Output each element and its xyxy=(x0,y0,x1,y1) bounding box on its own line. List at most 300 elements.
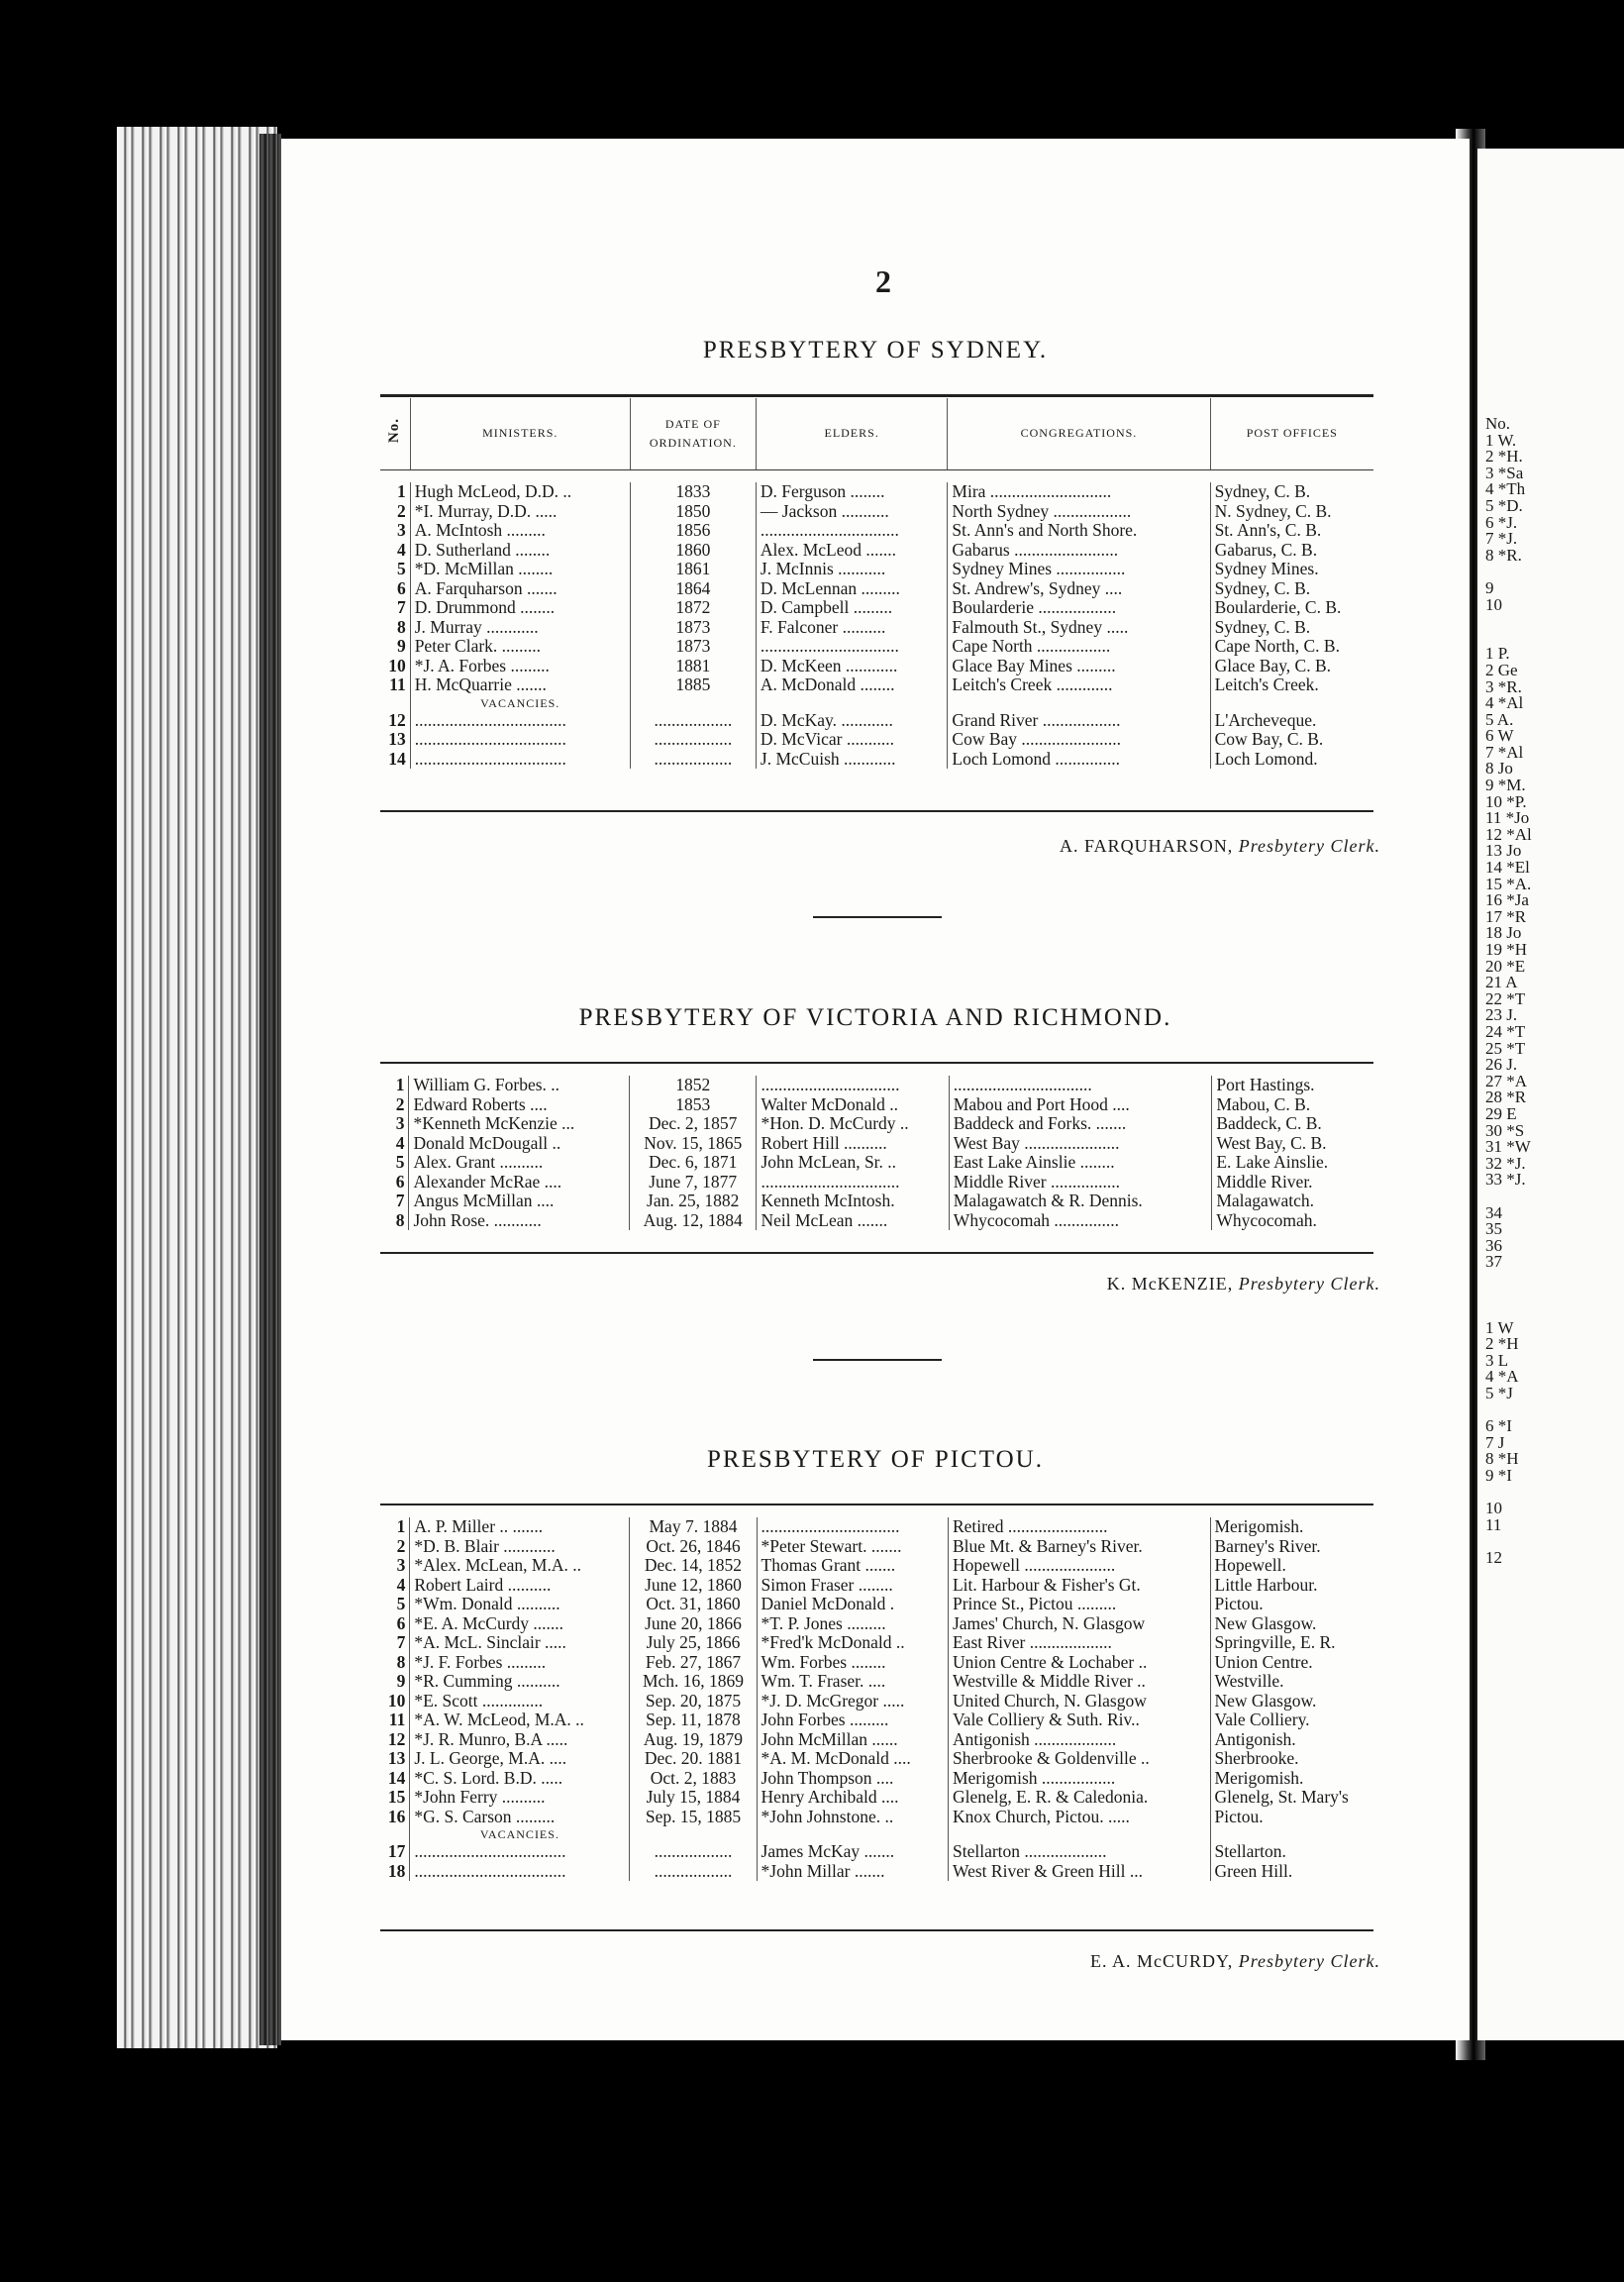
facing-page-line: 5 A. xyxy=(1485,709,1514,729)
table-row xyxy=(380,579,1373,599)
ordination-date-cell: 1861 xyxy=(630,560,756,579)
row-number: 6 xyxy=(380,1614,410,1634)
table-row xyxy=(380,1730,1373,1750)
elder-cell: ................................ xyxy=(757,1517,948,1537)
post-office-cell: Merigomish. xyxy=(1214,1768,1304,1788)
table-row xyxy=(380,1173,1373,1193)
congregation-cell: Union Centre & Lochaber .. xyxy=(948,1653,1210,1673)
row-number: 9 xyxy=(380,637,410,657)
post-office-cell: N. Sydney, C. B. xyxy=(1214,501,1332,521)
facing-page-line: 3 *R. xyxy=(1485,676,1522,696)
elder-cell: Henry Archibald .... xyxy=(757,1788,948,1808)
facing-page-line: 5 *D. xyxy=(1485,495,1523,515)
post-office-cell: Mabou, C. B. xyxy=(1216,1094,1311,1114)
minister-cell: ................................... xyxy=(410,711,630,731)
facing-page-line xyxy=(1477,1189,1624,1205)
congregation-cell: West River & Green Hill ... xyxy=(948,1862,1210,1882)
elder-cell: *A. M. McDonald .... xyxy=(757,1749,948,1769)
facing-page-line: 13 Jo xyxy=(1485,841,1522,861)
minister-cell: *D. B. Blair ............ xyxy=(410,1537,630,1557)
ordination-date-cell: .................. xyxy=(630,1842,757,1862)
vacancies-label: VACANCIES. xyxy=(410,1826,630,1842)
minister-cell: ................................... xyxy=(410,1842,630,1862)
clerk-signature-victoria xyxy=(1107,1274,1380,1295)
congregation-cell: James' Church, N. Glasgow xyxy=(948,1614,1210,1634)
facing-page-line: 12 xyxy=(1485,1547,1502,1567)
facing-page-line xyxy=(1477,564,1624,580)
section-divider xyxy=(813,1359,942,1361)
table-row xyxy=(380,1576,1373,1596)
post-office-cell: Glenelg, St. Mary's xyxy=(1214,1788,1349,1807)
table-victoria xyxy=(380,1076,1373,1230)
facing-page-line: 25 *T xyxy=(1485,1038,1526,1058)
facing-page-line: 8 *H xyxy=(1485,1449,1519,1469)
row-number: 10 xyxy=(380,657,410,676)
table-top-rule xyxy=(380,1504,1373,1505)
congregation-cell: Glace Bay Mines ......... xyxy=(948,657,1210,676)
column-header-ministers: MINISTERS. xyxy=(410,398,630,470)
table-row xyxy=(380,1749,1373,1769)
facing-page-line: 31 *W xyxy=(1485,1137,1531,1157)
post-office-cell: E. Lake Ainslie. xyxy=(1216,1153,1329,1172)
table-row xyxy=(380,1808,1373,1827)
clerk-role: Presbytery Clerk. xyxy=(1238,1951,1380,1971)
table-row xyxy=(380,695,1373,711)
facing-page-line: 10 xyxy=(1485,1499,1502,1518)
minister-cell: H. McQuarrie ....... xyxy=(410,675,630,695)
congregation-cell: Glenelg, E. R. & Caledonia. xyxy=(948,1788,1210,1808)
congregation-cell: St. Ann's and North Shore. xyxy=(948,521,1210,541)
facing-page-line: 1 W xyxy=(1485,1317,1514,1337)
ordination-date-cell: Dec. 20. 1881 xyxy=(630,1749,757,1769)
table-top-rule xyxy=(380,1062,1373,1064)
congregation-cell: Blue Mt. & Barney's River. xyxy=(948,1537,1210,1557)
minister-cell: Robert Laird .......... xyxy=(410,1576,630,1596)
ordination-date-cell: 1850 xyxy=(630,502,756,522)
row-number: 1 xyxy=(380,1517,410,1537)
post-office-cell: Springville, E. R. xyxy=(1214,1633,1336,1652)
facing-page-line: 27 *A xyxy=(1485,1071,1528,1090)
minister-cell: *Kenneth McKenzie ... xyxy=(409,1114,629,1134)
table-sydney xyxy=(380,398,1373,769)
congregation-cell: Retired ....................... xyxy=(948,1517,1210,1537)
row-number: 14 xyxy=(380,1769,410,1789)
row-number: 10 xyxy=(380,1692,410,1712)
table-row xyxy=(380,618,1373,638)
post-office-cell: Sydney, C. B. xyxy=(1214,617,1311,637)
congregation-cell: Mabou and Port Hood .... xyxy=(949,1095,1212,1115)
minister-cell: J. L. George, M.A. .... xyxy=(410,1749,630,1769)
facing-page-line: 7 *J. xyxy=(1485,529,1518,549)
table-row xyxy=(380,1537,1373,1557)
congregation-cell: Sherbrooke & Goldenville .. xyxy=(948,1749,1210,1769)
minister-cell: *D. McMillan ........ xyxy=(410,560,630,579)
table-row xyxy=(380,1862,1373,1882)
table-row xyxy=(380,598,1373,618)
minister-cell: *G. S. Carson ......... xyxy=(410,1808,630,1827)
elder-cell: D. McLennan ......... xyxy=(756,579,947,599)
post-office-cell: Cape North, C. B. xyxy=(1214,637,1340,656)
table-row xyxy=(380,1192,1373,1211)
ordination-date-cell: Mch. 16, 1869 xyxy=(630,1672,757,1692)
ordination-date-cell: 1872 xyxy=(630,598,756,618)
post-office-cell: L'Archeveque. xyxy=(1214,710,1317,730)
congregation-cell: Falmouth St., Sydney ..... xyxy=(948,618,1210,638)
post-office-cell: Pictou. xyxy=(1214,1807,1264,1826)
elder-cell: Wm. Forbes ........ xyxy=(757,1653,948,1673)
clerk-role: Presbytery Clerk. xyxy=(1238,836,1380,856)
ordination-date-cell: .................. xyxy=(630,730,756,750)
section-title-victoria: PRESBYTERY OF VICTORIA AND RICHMOND. xyxy=(578,1004,1172,1031)
row-number: 1 xyxy=(380,1076,409,1095)
post-office-cell: Sherbrooke. xyxy=(1214,1749,1299,1768)
facing-page-line: 4 *Al xyxy=(1485,693,1524,713)
minister-cell: Edward Roberts .... xyxy=(409,1095,629,1115)
row-number: 7 xyxy=(380,598,410,618)
ordination-date-cell: Dec. 14, 1852 xyxy=(630,1556,757,1576)
elder-cell: Wm. T. Fraser. .... xyxy=(757,1672,948,1692)
congregation-cell: Malagawatch & R. Dennis. xyxy=(949,1192,1212,1211)
ordination-date-cell: 1873 xyxy=(630,618,756,638)
row-number: 7 xyxy=(380,1633,410,1653)
ordination-date-cell: 1852 xyxy=(629,1076,757,1095)
minister-cell: *Wm. Donald .......... xyxy=(410,1595,630,1614)
congregation-cell: Prince St., Pictou ......... xyxy=(948,1595,1210,1614)
facing-page-line: 29 E xyxy=(1485,1103,1517,1123)
facing-page xyxy=(1477,149,1624,2040)
ordination-date-cell: Aug. 19, 1879 xyxy=(630,1730,757,1750)
elder-cell: D. Ferguson ........ xyxy=(756,482,947,502)
elder-cell: ................................ xyxy=(757,1076,949,1095)
facing-page-line: 1 W. xyxy=(1485,430,1517,450)
row-number: 15 xyxy=(380,1788,410,1808)
table-top-rule xyxy=(380,394,1373,397)
column-header-post-offices: POST OFFICES xyxy=(1210,398,1373,470)
section-title-sydney: PRESBYTERY OF SYDNEY. xyxy=(702,337,1049,363)
ordination-date-cell: Oct. 26, 1846 xyxy=(630,1537,757,1557)
elder-cell: Thomas Grant ....... xyxy=(757,1556,948,1576)
ordination-date-cell: Jan. 25, 1882 xyxy=(629,1192,757,1211)
minister-cell: *John Ferry .......... xyxy=(410,1788,630,1808)
minister-cell: ................................... xyxy=(410,730,630,750)
ordination-date-cell: June 12, 1860 xyxy=(630,1576,757,1596)
post-office-cell: Loch Lomond. xyxy=(1214,749,1318,769)
table-row xyxy=(380,1672,1373,1692)
post-office-cell: Port Hastings. xyxy=(1216,1076,1315,1094)
clerk-role: Presbytery Clerk. xyxy=(1238,1274,1380,1294)
congregation-cell: Loch Lomond ............... xyxy=(948,750,1210,770)
congregation-cell: Antigonish ................... xyxy=(948,1730,1210,1750)
elder-cell: Kenneth McIntosh. xyxy=(757,1192,949,1211)
elder-cell: D. McKay. ............ xyxy=(756,711,947,731)
row-number: 8 xyxy=(380,618,410,638)
elder-cell: Daniel McDonald . xyxy=(757,1595,948,1614)
facing-page-line: 3 *Sa xyxy=(1485,463,1524,482)
ordination-date-cell: 1881 xyxy=(630,657,756,676)
facing-page-line: 6 *I xyxy=(1485,1416,1512,1436)
facing-page-line: 4 *Th xyxy=(1485,479,1526,499)
facing-page-line xyxy=(1477,1287,1624,1303)
facing-page-line: 28 *R xyxy=(1485,1088,1527,1107)
post-office-cell: Little Harbour. xyxy=(1214,1575,1318,1595)
post-office-cell: Pictou. xyxy=(1214,1595,1264,1613)
congregation-cell: Cow Bay ....................... xyxy=(948,730,1210,750)
table-row xyxy=(380,637,1373,657)
ordination-date-cell: June 7, 1877 xyxy=(629,1173,757,1193)
table-row xyxy=(380,750,1373,770)
elder-cell: ................................ xyxy=(757,1173,949,1193)
row-number: 12 xyxy=(380,711,410,731)
facing-page-line: 20 *E xyxy=(1485,956,1526,976)
facing-page-line: 6 *J. xyxy=(1485,512,1518,532)
elder-cell: James McKay ....... xyxy=(757,1842,948,1862)
row-number: 3 xyxy=(380,521,410,541)
facing-page-line: 7 J xyxy=(1485,1432,1505,1452)
congregation-cell: United Church, N. Glasgow xyxy=(948,1692,1210,1712)
elder-cell: A. McDonald ........ xyxy=(756,675,947,695)
elder-cell: *T. P. Jones ......... xyxy=(757,1614,948,1634)
vacancies-label: VACANCIES. xyxy=(410,695,630,711)
post-office-cell: Cow Bay, C. B. xyxy=(1214,730,1324,749)
table-row xyxy=(380,1842,1373,1862)
elder-cell: John McMillan ...... xyxy=(757,1730,948,1750)
elder-cell: F. Falconer .......... xyxy=(756,618,947,638)
table-row xyxy=(380,675,1373,695)
row-number: 4 xyxy=(380,1576,410,1596)
row-number: 5 xyxy=(380,560,410,579)
ordination-date-cell: Sep. 15, 1885 xyxy=(630,1808,757,1827)
post-office-cell: Leitch's Creek. xyxy=(1214,675,1319,694)
minister-cell: John Rose. ........... xyxy=(409,1211,629,1231)
table-row xyxy=(380,1556,1373,1576)
page-number: 2 xyxy=(875,263,891,299)
book-spine-shadow xyxy=(259,134,281,2045)
column-header-congregations: CONGREGATIONS. xyxy=(948,398,1210,470)
elder-cell: Robert Hill .......... xyxy=(757,1134,949,1154)
facing-page-line: No. xyxy=(1485,414,1511,433)
ordination-date-cell: 1856 xyxy=(630,521,756,541)
elder-cell: Neil McLean ....... xyxy=(757,1211,949,1231)
minister-cell: *Alex. McLean, M.A. .. xyxy=(410,1556,630,1576)
column-header-date: DATE OF ORDINATION. xyxy=(630,398,756,470)
table-bottom-rule xyxy=(380,1252,1373,1254)
congregation-cell: Sydney Mines ................ xyxy=(948,560,1210,579)
ordination-date-cell: Oct. 31, 1860 xyxy=(630,1595,757,1614)
congregation-cell: East Lake Ainslie ........ xyxy=(949,1153,1212,1173)
elder-cell: John Thompson .... xyxy=(757,1769,948,1789)
table-row xyxy=(380,1095,1373,1115)
row-number: 4 xyxy=(380,1134,409,1154)
facing-page-line: 8 Jo xyxy=(1485,759,1513,778)
facing-page-line: 12 *Al xyxy=(1485,824,1532,844)
facing-page-line: 8 *R. xyxy=(1485,545,1522,565)
post-office-cell: Boularderie, C. B. xyxy=(1214,598,1342,617)
minister-cell: J. Murray ............ xyxy=(410,618,630,638)
ordination-date-cell: July 25, 1866 xyxy=(630,1633,757,1653)
row-number: 8 xyxy=(380,1653,410,1673)
clerk-name: E. A. McCURDY, xyxy=(1090,1951,1234,1971)
table-row xyxy=(380,1076,1373,1095)
facing-page-line: 2 *H. xyxy=(1485,447,1523,467)
facing-page-line: 5 *J xyxy=(1485,1384,1513,1403)
table-row xyxy=(380,1711,1373,1730)
elder-cell: D. McVicar ........... xyxy=(756,730,947,750)
table-row xyxy=(380,1134,1373,1154)
row-number: 13 xyxy=(380,730,410,750)
facing-page-line: 9 *I xyxy=(1485,1466,1512,1485)
row-number: 16 xyxy=(380,1808,410,1827)
clerk-signature-pictou xyxy=(1090,1951,1380,1972)
table-row xyxy=(380,1153,1373,1173)
facing-page-line: 32 *J. xyxy=(1485,1153,1526,1173)
row-number: 4 xyxy=(380,541,410,561)
facing-page-line: 6 W xyxy=(1485,726,1514,746)
ordination-date-cell: 1833 xyxy=(630,482,756,502)
minister-cell: Angus McMillan .... xyxy=(409,1192,629,1211)
elder-cell: *Hon. D. McCurdy .. xyxy=(757,1114,949,1134)
row-number: 6 xyxy=(380,579,410,599)
facing-page-line: 3 L xyxy=(1485,1350,1509,1370)
elder-cell: *John Johnstone. .. xyxy=(757,1808,948,1827)
congregation-cell: Grand River .................. xyxy=(948,711,1210,731)
post-office-cell: Middle River. xyxy=(1216,1172,1313,1192)
table-row xyxy=(380,541,1373,561)
post-office-cell: New Glasgow. xyxy=(1214,1613,1317,1633)
minister-cell: *C. S. Lord. B.D. ..... xyxy=(410,1769,630,1789)
congregation-cell: Westville & Middle River .. xyxy=(948,1672,1210,1692)
facing-page-line: 23 J. xyxy=(1485,1005,1518,1025)
clerk-name: A. FARQUHARSON, xyxy=(1060,836,1234,856)
minister-cell: *J. F. Forbes ......... xyxy=(410,1653,630,1673)
post-office-cell: Glace Bay, C. B. xyxy=(1214,656,1332,675)
column-header-no: No. xyxy=(380,398,410,470)
ordination-date-cell: .................. xyxy=(630,750,756,770)
facing-page-line: 26 J. xyxy=(1485,1055,1518,1075)
elder-cell: — Jackson ........... xyxy=(756,502,947,522)
row-number: 11 xyxy=(380,1711,410,1730)
congregation-cell: West Bay ...................... xyxy=(949,1134,1212,1154)
minister-cell: D. Drummond ........ xyxy=(410,598,630,618)
facing-page-line: 7 *Al xyxy=(1485,742,1524,762)
congregation-cell: St. Andrew's, Sydney .... xyxy=(948,579,1210,599)
ordination-date-cell: Feb. 27, 1867 xyxy=(630,1653,757,1673)
minister-cell: *J. R. Munro, B.A ..... xyxy=(410,1730,630,1750)
post-office-cell: Westville. xyxy=(1214,1672,1284,1691)
post-office-cell: Green Hill. xyxy=(1214,1861,1293,1881)
facing-page-line: 18 Jo xyxy=(1485,923,1522,943)
post-office-cell: Barney's River. xyxy=(1214,1536,1321,1556)
clerk-name: K. McKENZIE, xyxy=(1106,1274,1234,1294)
minister-cell: *E. A. McCurdy ....... xyxy=(410,1614,630,1634)
ordination-date-cell: Nov. 15, 1865 xyxy=(629,1134,757,1154)
ordination-date-cell: Aug. 12, 1884 xyxy=(629,1211,757,1231)
section-divider xyxy=(813,916,942,918)
minister-cell: A. P. Miller .. ....... xyxy=(410,1517,630,1537)
post-office-cell: Gabarus, C. B. xyxy=(1214,540,1318,560)
minister-cell: *J. A. Forbes ......... xyxy=(410,657,630,676)
ordination-date-cell: 1864 xyxy=(630,579,756,599)
facing-page-line: 11 xyxy=(1485,1514,1502,1534)
elder-cell: D. McKeen ............ xyxy=(756,657,947,676)
post-office-cell: Malagawatch. xyxy=(1216,1192,1314,1210)
minister-cell: William G. Forbes. .. xyxy=(409,1076,629,1095)
elder-cell: *Peter Stewart. ....... xyxy=(757,1537,948,1557)
ordination-date-cell: 1860 xyxy=(630,541,756,561)
minister-cell: D. Sutherland ........ xyxy=(410,541,630,561)
minister-cell: *A. McL. Sinclair ..... xyxy=(410,1633,630,1653)
post-office-cell: Stellarton. xyxy=(1214,1842,1286,1861)
congregation-cell: Stellarton ................... xyxy=(948,1842,1210,1862)
document-page xyxy=(281,139,1470,2040)
table-row xyxy=(380,560,1373,579)
row-number: 12 xyxy=(380,1730,410,1750)
row-number: 3 xyxy=(380,1556,410,1576)
congregation-cell: North Sydney .................. xyxy=(948,502,1210,522)
congregation-cell: East River ................... xyxy=(948,1633,1210,1653)
table-row xyxy=(380,657,1373,676)
table-row xyxy=(380,521,1373,541)
ordination-date-cell: Oct. 2, 1883 xyxy=(630,1769,757,1789)
facing-page-line: 4 *A xyxy=(1485,1367,1519,1387)
minister-cell: ................................... xyxy=(410,1862,630,1882)
facing-page-line: 15 *A. xyxy=(1485,874,1532,893)
facing-page-line: 11 *Jo xyxy=(1485,808,1530,828)
row-number: 6 xyxy=(380,1173,409,1193)
minister-cell: Alexander McRae .... xyxy=(409,1173,629,1193)
congregation-cell: Merigomish ................. xyxy=(948,1769,1210,1789)
elder-cell: *Fred'k McDonald .. xyxy=(757,1633,948,1653)
facing-page-line: 14 *El xyxy=(1485,858,1530,878)
row-number: 9 xyxy=(380,1672,410,1692)
facing-page-line: 22 *T xyxy=(1485,988,1526,1008)
ordination-date-cell: .................. xyxy=(630,711,756,731)
clerk-signature-sydney xyxy=(1060,836,1380,857)
post-office-cell: New Glasgow. xyxy=(1214,1691,1317,1711)
elder-cell: John Forbes ......... xyxy=(757,1711,948,1730)
table-row xyxy=(380,1633,1373,1653)
ordination-date-cell: July 15, 1884 xyxy=(630,1788,757,1808)
congregation-cell: Boularderie .................. xyxy=(948,598,1210,618)
elder-cell: *J. D. McGregor ..... xyxy=(757,1692,948,1712)
elder-cell: J. McCuish ............ xyxy=(756,750,947,770)
elder-cell: *John Millar ....... xyxy=(757,1862,948,1882)
facing-page-line: 2 Ge xyxy=(1485,660,1518,679)
minister-cell: Peter Clark. ......... xyxy=(410,637,630,657)
row-number: 13 xyxy=(380,1749,410,1769)
row-number: 7 xyxy=(380,1192,409,1211)
row-number: 5 xyxy=(380,1153,409,1173)
facing-page-line: 35 xyxy=(1485,1219,1502,1239)
row-number: 3 xyxy=(380,1114,409,1134)
post-office-cell: Whycocomah. xyxy=(1216,1210,1317,1230)
ordination-date-cell: 1853 xyxy=(629,1095,757,1115)
row-number: 1 xyxy=(380,482,410,502)
post-office-cell: Hopewell. xyxy=(1214,1556,1286,1575)
minister-cell: *A. W. McLeod, M.A. .. xyxy=(410,1711,630,1730)
post-office-cell: Merigomish. xyxy=(1214,1517,1304,1536)
elder-cell: Simon Fraser ........ xyxy=(757,1576,948,1596)
minister-cell: A. McIntosh ......... xyxy=(410,521,630,541)
ordination-date-cell: 1885 xyxy=(630,675,756,695)
facing-page-line: 37 xyxy=(1485,1252,1502,1272)
table-row xyxy=(380,1595,1373,1614)
post-office-cell: Antigonish. xyxy=(1214,1729,1296,1749)
facing-page-line: 16 *Ja xyxy=(1485,890,1529,910)
elder-cell: J. McInnis ........... xyxy=(756,560,947,579)
table-row xyxy=(380,502,1373,522)
congregation-cell: Whycocomah ............... xyxy=(949,1211,1212,1231)
facing-page-line: 36 xyxy=(1485,1235,1502,1255)
